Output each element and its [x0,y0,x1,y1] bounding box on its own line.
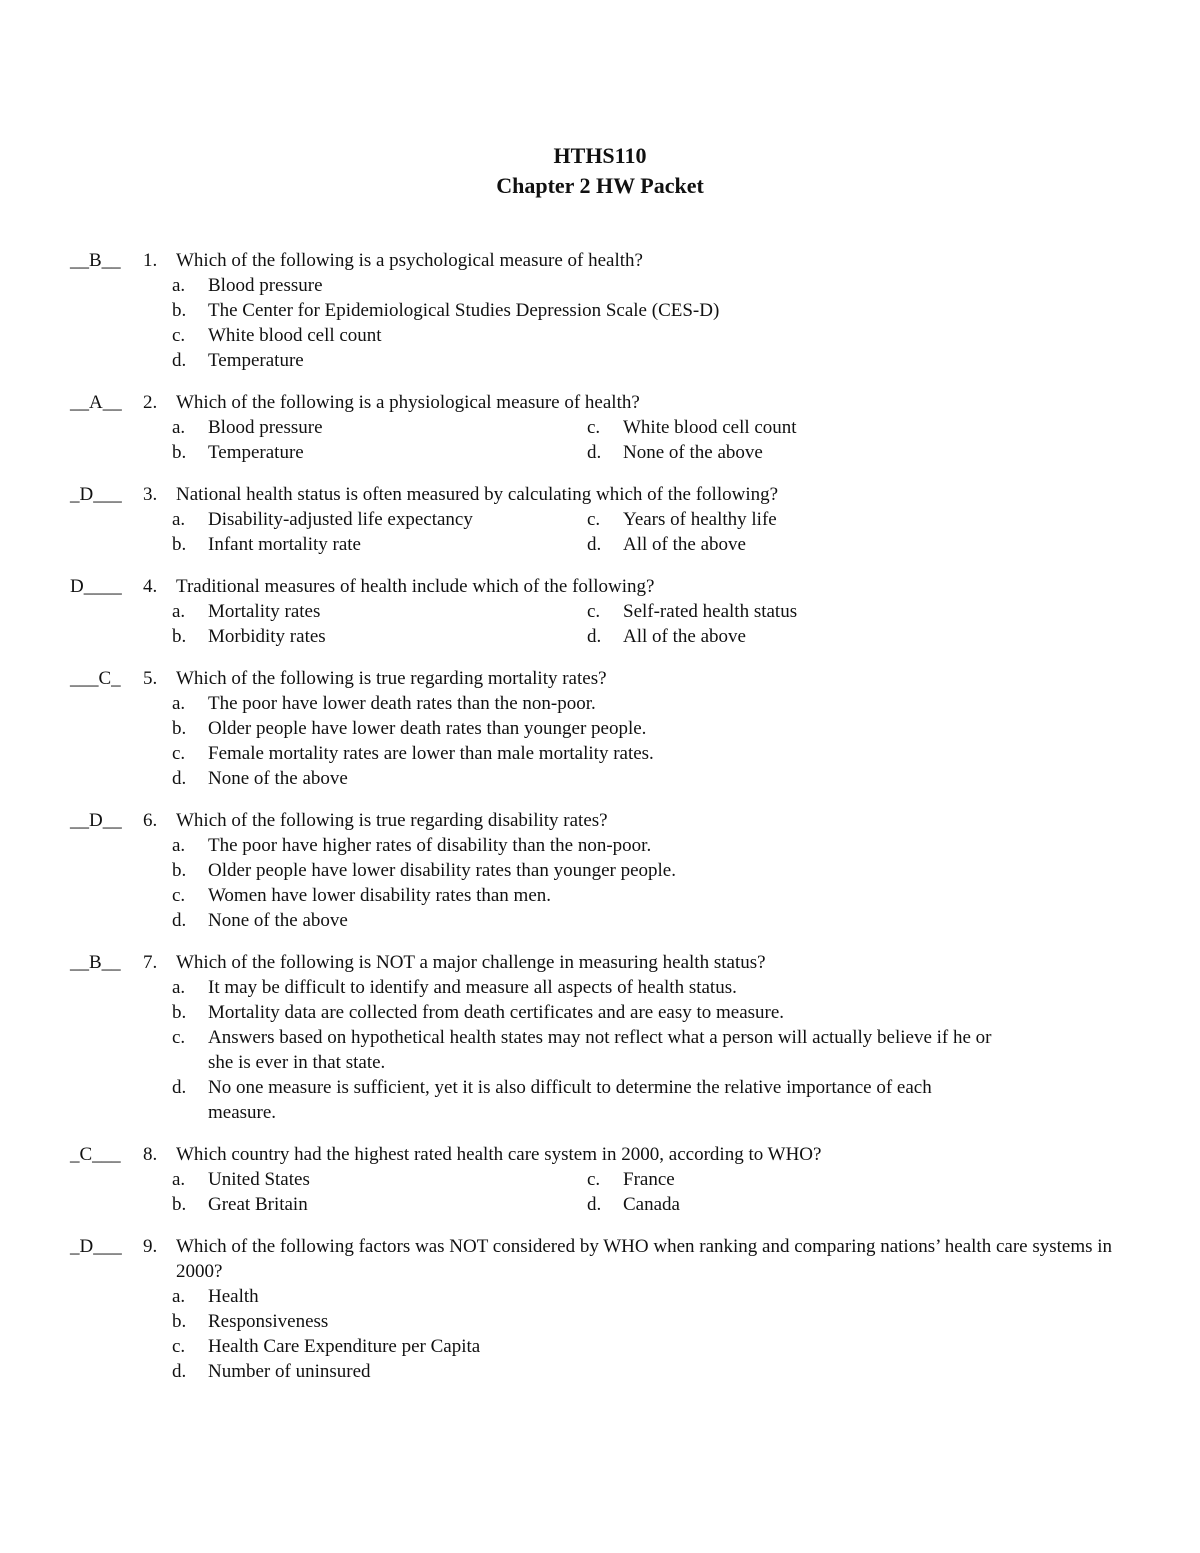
option-text: None of the above [623,442,763,463]
question-number: 7. [143,952,158,973]
option-text: Number of uninsured [208,1361,371,1382]
document-title: Chapter 2 HW Packet [496,173,704,198]
option-text: Responsiveness [208,1311,329,1332]
question-7 [0,950,1200,1125]
question-number: 6. [143,810,158,831]
option-letter: b. [172,626,187,647]
option-d [0,1075,1200,1125]
answer-blank: __A__ [70,392,122,413]
option-text: White blood cell count [208,325,382,346]
question-text: Which of the following is a physiological measure of health? [176,392,640,413]
option-text: United States [208,1169,310,1190]
option-letter: c. [172,885,186,906]
option-text: Answers based on hypothetical health states may not reflect what a person will actually believe if he or she is ever in that state. [208,1027,992,1073]
question-2 [0,390,1200,465]
option-letter: d. [587,534,602,555]
option-letter: c. [587,601,601,622]
option-letter: d. [587,1194,602,1215]
option-letter: b. [172,1194,187,1215]
option-d [0,766,1200,791]
option-letter: a. [172,417,186,438]
option-b [0,298,1200,323]
option-letter: b. [172,1002,187,1023]
option-text: Mortality data are collected from death certificates and are easy to measure. [208,1002,785,1023]
option-text: Infant mortality rate [208,534,361,555]
option-letter: a. [172,1169,186,1190]
option-letter: b. [172,534,187,555]
option-letter: b. [172,860,187,881]
option-text: Health Care Expenditure per Capita [208,1336,481,1357]
option-letter: d. [172,1361,187,1382]
option-text: Blood pressure [208,417,323,438]
option-text: Great Britain [208,1194,308,1215]
question-text: Traditional measures of health include which of the following? [176,576,655,597]
question-text: Which of the following factors was NOT considered by WHO when ranking and comparing nations’ health care systems in 2000? [176,1236,1113,1282]
option-letter: d. [172,768,187,789]
option-letter: d. [587,626,602,647]
option-text: Older people have lower death rates than younger people. [208,718,647,739]
option-c [0,1025,1200,1075]
question-text: Which of the following is NOT a major challenge in measuring health status? [176,952,766,973]
option-text: Temperature [208,350,304,371]
option-d [0,908,1200,933]
option-text: Older people have lower disability rates than younger people. [208,860,676,881]
option-text: It may be difficult to identify and measure all aspects of health status. [208,977,737,998]
option-text: Temperature [208,442,304,463]
option-letter: b. [172,718,187,739]
answer-blank: _D___ [70,1236,122,1257]
question-6 [0,808,1200,933]
question-text: Which of the following is true regarding mortality rates? [176,668,607,689]
question-number: 5. [143,668,158,689]
option-text: Disability-adjusted life expectancy [208,509,473,530]
option-text: Blood pressure [208,275,323,296]
option-b [0,716,1200,741]
option-letter: d. [172,1077,187,1098]
option-d [0,1359,1200,1384]
option-c [0,1334,1200,1359]
option-text: Years of healthy life [623,509,777,530]
question-number: 1. [143,250,158,271]
option-c [0,883,1200,908]
option-text: Self-rated health status [623,601,798,622]
answer-blank: __D__ [70,810,122,831]
option-letter: c. [172,743,186,764]
question-text: National health status is often measured by calculating which of the following? [176,484,779,505]
answer-blank: _D___ [70,484,122,505]
question-1 [0,248,1200,373]
question-3 [0,482,1200,557]
option-a [0,691,1200,716]
option-letter: c. [172,1336,186,1357]
document-header [0,141,1200,201]
option-a [0,833,1200,858]
question-9 [0,1234,1200,1384]
option-text: France [623,1169,675,1190]
question-number: 8. [143,1144,158,1165]
option-text: None of the above [208,910,348,931]
option-letter: b. [172,1311,187,1332]
option-letter: d. [172,350,187,371]
option-letter: d. [172,910,187,931]
option-text: The Center for Epidemiological Studies Depression Scale (CES-D) [208,300,720,321]
option-text: The poor have higher rates of disability than the non-poor. [208,835,652,856]
question-text: Which of the following is a psychological measure of health? [176,250,643,271]
question-4 [0,574,1200,649]
option-text: Canada [623,1194,680,1215]
option-letter: a. [172,835,186,856]
option-text: The poor have lower death rates than the non-poor. [208,693,596,714]
option-letter: a. [172,509,186,530]
option-d [0,348,1200,373]
option-text: None of the above [208,768,348,789]
question-list [0,248,1200,1401]
question-number: 3. [143,484,158,505]
option-text: Mortality rates [208,601,321,622]
answer-blank: __B__ [70,952,121,973]
option-text: All of the above [623,534,746,555]
option-a [0,975,1200,1000]
option-letter: a. [172,275,186,296]
option-letter: c. [587,417,601,438]
option-letter: c. [587,509,601,530]
option-letter: d. [587,442,602,463]
option-letter: b. [172,300,187,321]
option-text: Female mortality rates are lower than male mortality rates. [208,743,654,764]
course-code: HTHS110 [553,143,647,168]
option-a [0,1284,1200,1309]
question-5 [0,666,1200,791]
option-letter: a. [172,693,186,714]
option-text: No one measure is sufficient, yet it is also difficult to determine the relative importance of each measure. [208,1077,932,1123]
option-c [0,741,1200,766]
option-a [0,273,1200,298]
option-b [0,858,1200,883]
answer-blank: _C___ [70,1144,121,1165]
question-text: Which of the following is true regarding disability rates? [176,810,608,831]
question-number: 4. [143,576,158,597]
option-letter: b. [172,442,187,463]
question-number: 2. [143,392,158,413]
option-text: Health [208,1286,259,1307]
option-letter: c. [172,1027,186,1048]
option-letter: c. [172,325,186,346]
option-b [0,1000,1200,1025]
option-letter: a. [172,1286,186,1307]
option-text: Morbidity rates [208,626,326,647]
option-text: White blood cell count [623,417,797,438]
option-text: All of the above [623,626,746,647]
option-letter: c. [587,1169,601,1190]
answer-blank: ___C_ [70,668,121,689]
question-number: 9. [143,1236,158,1257]
answer-blank: __B__ [70,250,121,271]
option-c [0,323,1200,348]
option-b [0,1309,1200,1334]
option-letter: a. [172,977,186,998]
question-text: Which country had the highest rated health care system in 2000, according to WHO? [176,1144,822,1165]
option-text: Women have lower disability rates than men. [208,885,552,906]
option-letter: a. [172,601,186,622]
answer-blank: D____ [70,576,122,597]
question-8 [0,1142,1200,1217]
